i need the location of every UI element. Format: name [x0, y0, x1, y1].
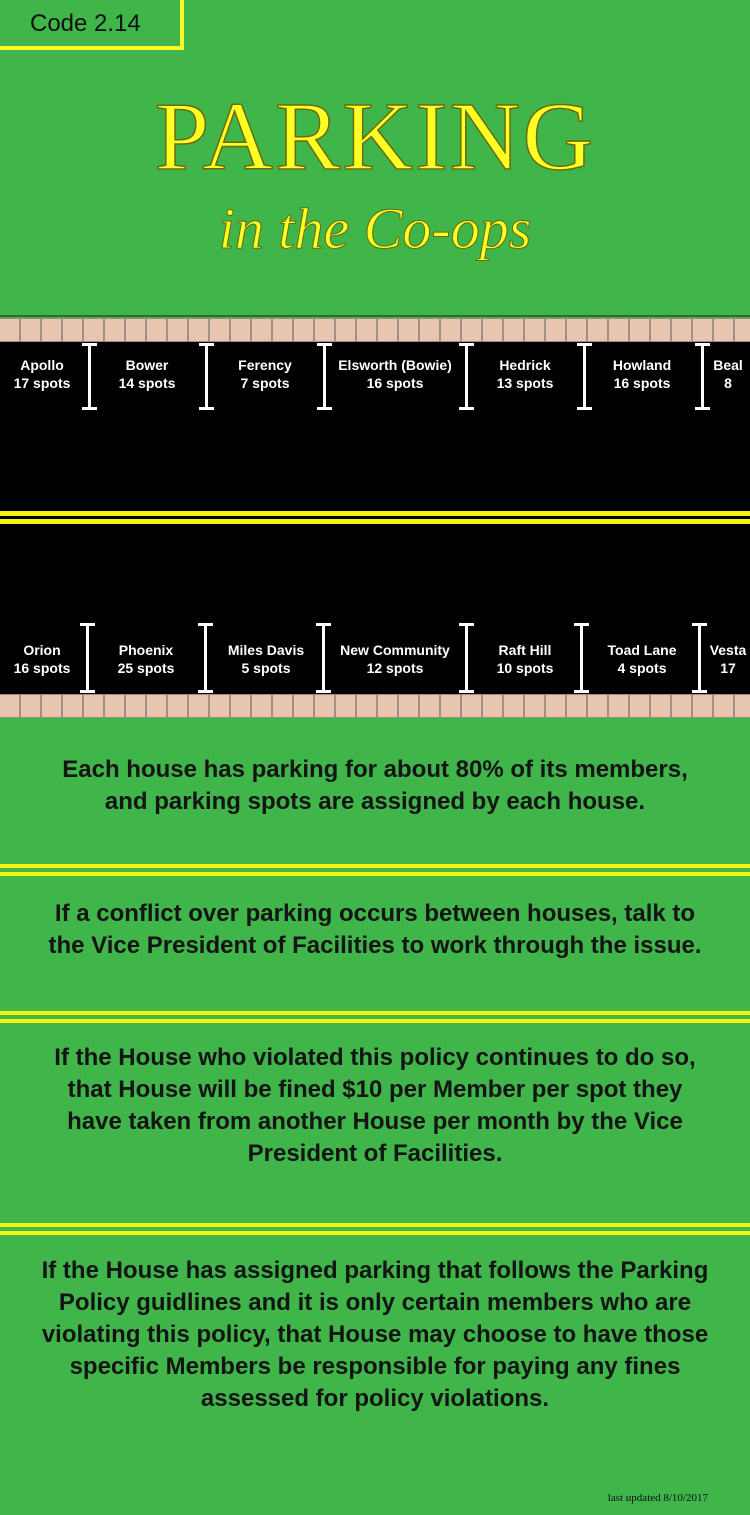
lot-name: Toad Lane	[607, 642, 677, 658]
lot-divider	[322, 623, 325, 693]
lot-name: New Community	[340, 642, 450, 658]
lot-howland	[598, 356, 686, 392]
lot-orion	[8, 641, 76, 677]
lot-divider	[583, 343, 586, 410]
lot-name: Hedrick	[499, 357, 551, 373]
lot-divider	[580, 623, 583, 693]
lot-spots: 7 spots	[240, 375, 290, 391]
lot-divider	[465, 623, 468, 693]
lot-name: Beal	[713, 357, 743, 373]
section-divider	[0, 1231, 750, 1235]
lot-spots: 5 spots	[241, 660, 291, 676]
last-updated: last updated 8/10/2017	[607, 1492, 708, 1504]
lot-divider	[323, 343, 326, 410]
lot-divider	[465, 343, 468, 410]
lot-divider	[86, 623, 89, 693]
section-divider	[0, 1011, 750, 1015]
policy-paragraph-2: If a conflict over parking occurs between houses, talk to the Vice President of Facilities to work through the issue.	[48, 900, 702, 959]
lot-divider	[698, 623, 701, 693]
policy-paragraph-1: Each house has parking for about 80% of its members, and parking spots are assigned by each house.	[62, 756, 688, 815]
lot-hedrick	[482, 356, 568, 392]
lot-spots: 13 spots	[496, 375, 554, 391]
lot-name: Howland	[612, 357, 672, 373]
lot-spots: 17	[720, 660, 736, 676]
lot-raft-hill	[482, 641, 568, 677]
lot-spots: 16 spots	[13, 660, 71, 676]
section-divider	[0, 872, 750, 876]
lot-spots: 17 spots	[13, 375, 71, 391]
lot-divider	[205, 343, 208, 410]
lot-divider	[88, 343, 91, 410]
lot-name: Elsworth (Bowie)	[338, 357, 452, 373]
section-divider	[0, 864, 750, 868]
lot-spots: 16 spots	[613, 375, 671, 391]
code-label: Code 2.14	[30, 10, 141, 37]
lot-divider	[701, 343, 704, 410]
lot-bower	[104, 356, 190, 392]
street-edge	[0, 315, 750, 317]
lot-vesta	[706, 641, 750, 677]
lot-spots: 12 spots	[366, 660, 424, 676]
lot-phoenix	[102, 641, 190, 677]
center-line-lower	[0, 519, 750, 524]
lot-name: Ferency	[238, 357, 292, 373]
page-title: PARKING	[154, 83, 596, 191]
center-line-upper	[0, 511, 750, 516]
lot-spots: 8	[724, 375, 732, 391]
lot-spots: 10 spots	[496, 660, 554, 676]
lot-beal	[708, 356, 748, 392]
lot-name: Miles Davis	[227, 642, 305, 658]
lot-spots: 16 spots	[366, 375, 424, 391]
lot-miles-davis	[220, 641, 312, 677]
lot-elsworth	[330, 356, 460, 392]
sidewalk-top	[0, 318, 750, 342]
section-divider	[0, 1223, 750, 1227]
lot-name: Phoenix	[118, 642, 174, 658]
lot-new-community	[332, 641, 458, 677]
lot-spots: 25 spots	[117, 660, 175, 676]
lot-ferency	[222, 356, 308, 392]
lot-divider	[204, 623, 207, 693]
lot-apollo	[8, 356, 76, 392]
lot-toad-lane	[598, 641, 686, 677]
section-divider	[0, 1019, 750, 1023]
lot-spots: 14 spots	[118, 375, 176, 391]
policy-paragraph-4: If the House has assigned parking that follows the Parking Policy guidlines and it is only certain members who are violating this policy, that House may choose to have those specific Members be responsible for paying any fines assessed for policy violations.	[41, 1257, 709, 1412]
lot-name: Apollo	[20, 357, 64, 373]
lot-spots: 4 spots	[617, 660, 667, 676]
page-subtitle: in the Co-ops	[218, 196, 532, 261]
lot-name: Orion	[23, 642, 61, 658]
policy-paragraph-3: If the House who violated this policy continues to do so, that House will be fined $10 per Member per spot they have taken from another House per month by the Vice President of Facilities.	[54, 1044, 696, 1167]
lot-name: Bower	[125, 357, 169, 373]
lot-name: Vesta	[709, 642, 747, 658]
lot-name: Raft Hill	[498, 642, 552, 658]
sidewalk-bottom	[0, 694, 750, 718]
